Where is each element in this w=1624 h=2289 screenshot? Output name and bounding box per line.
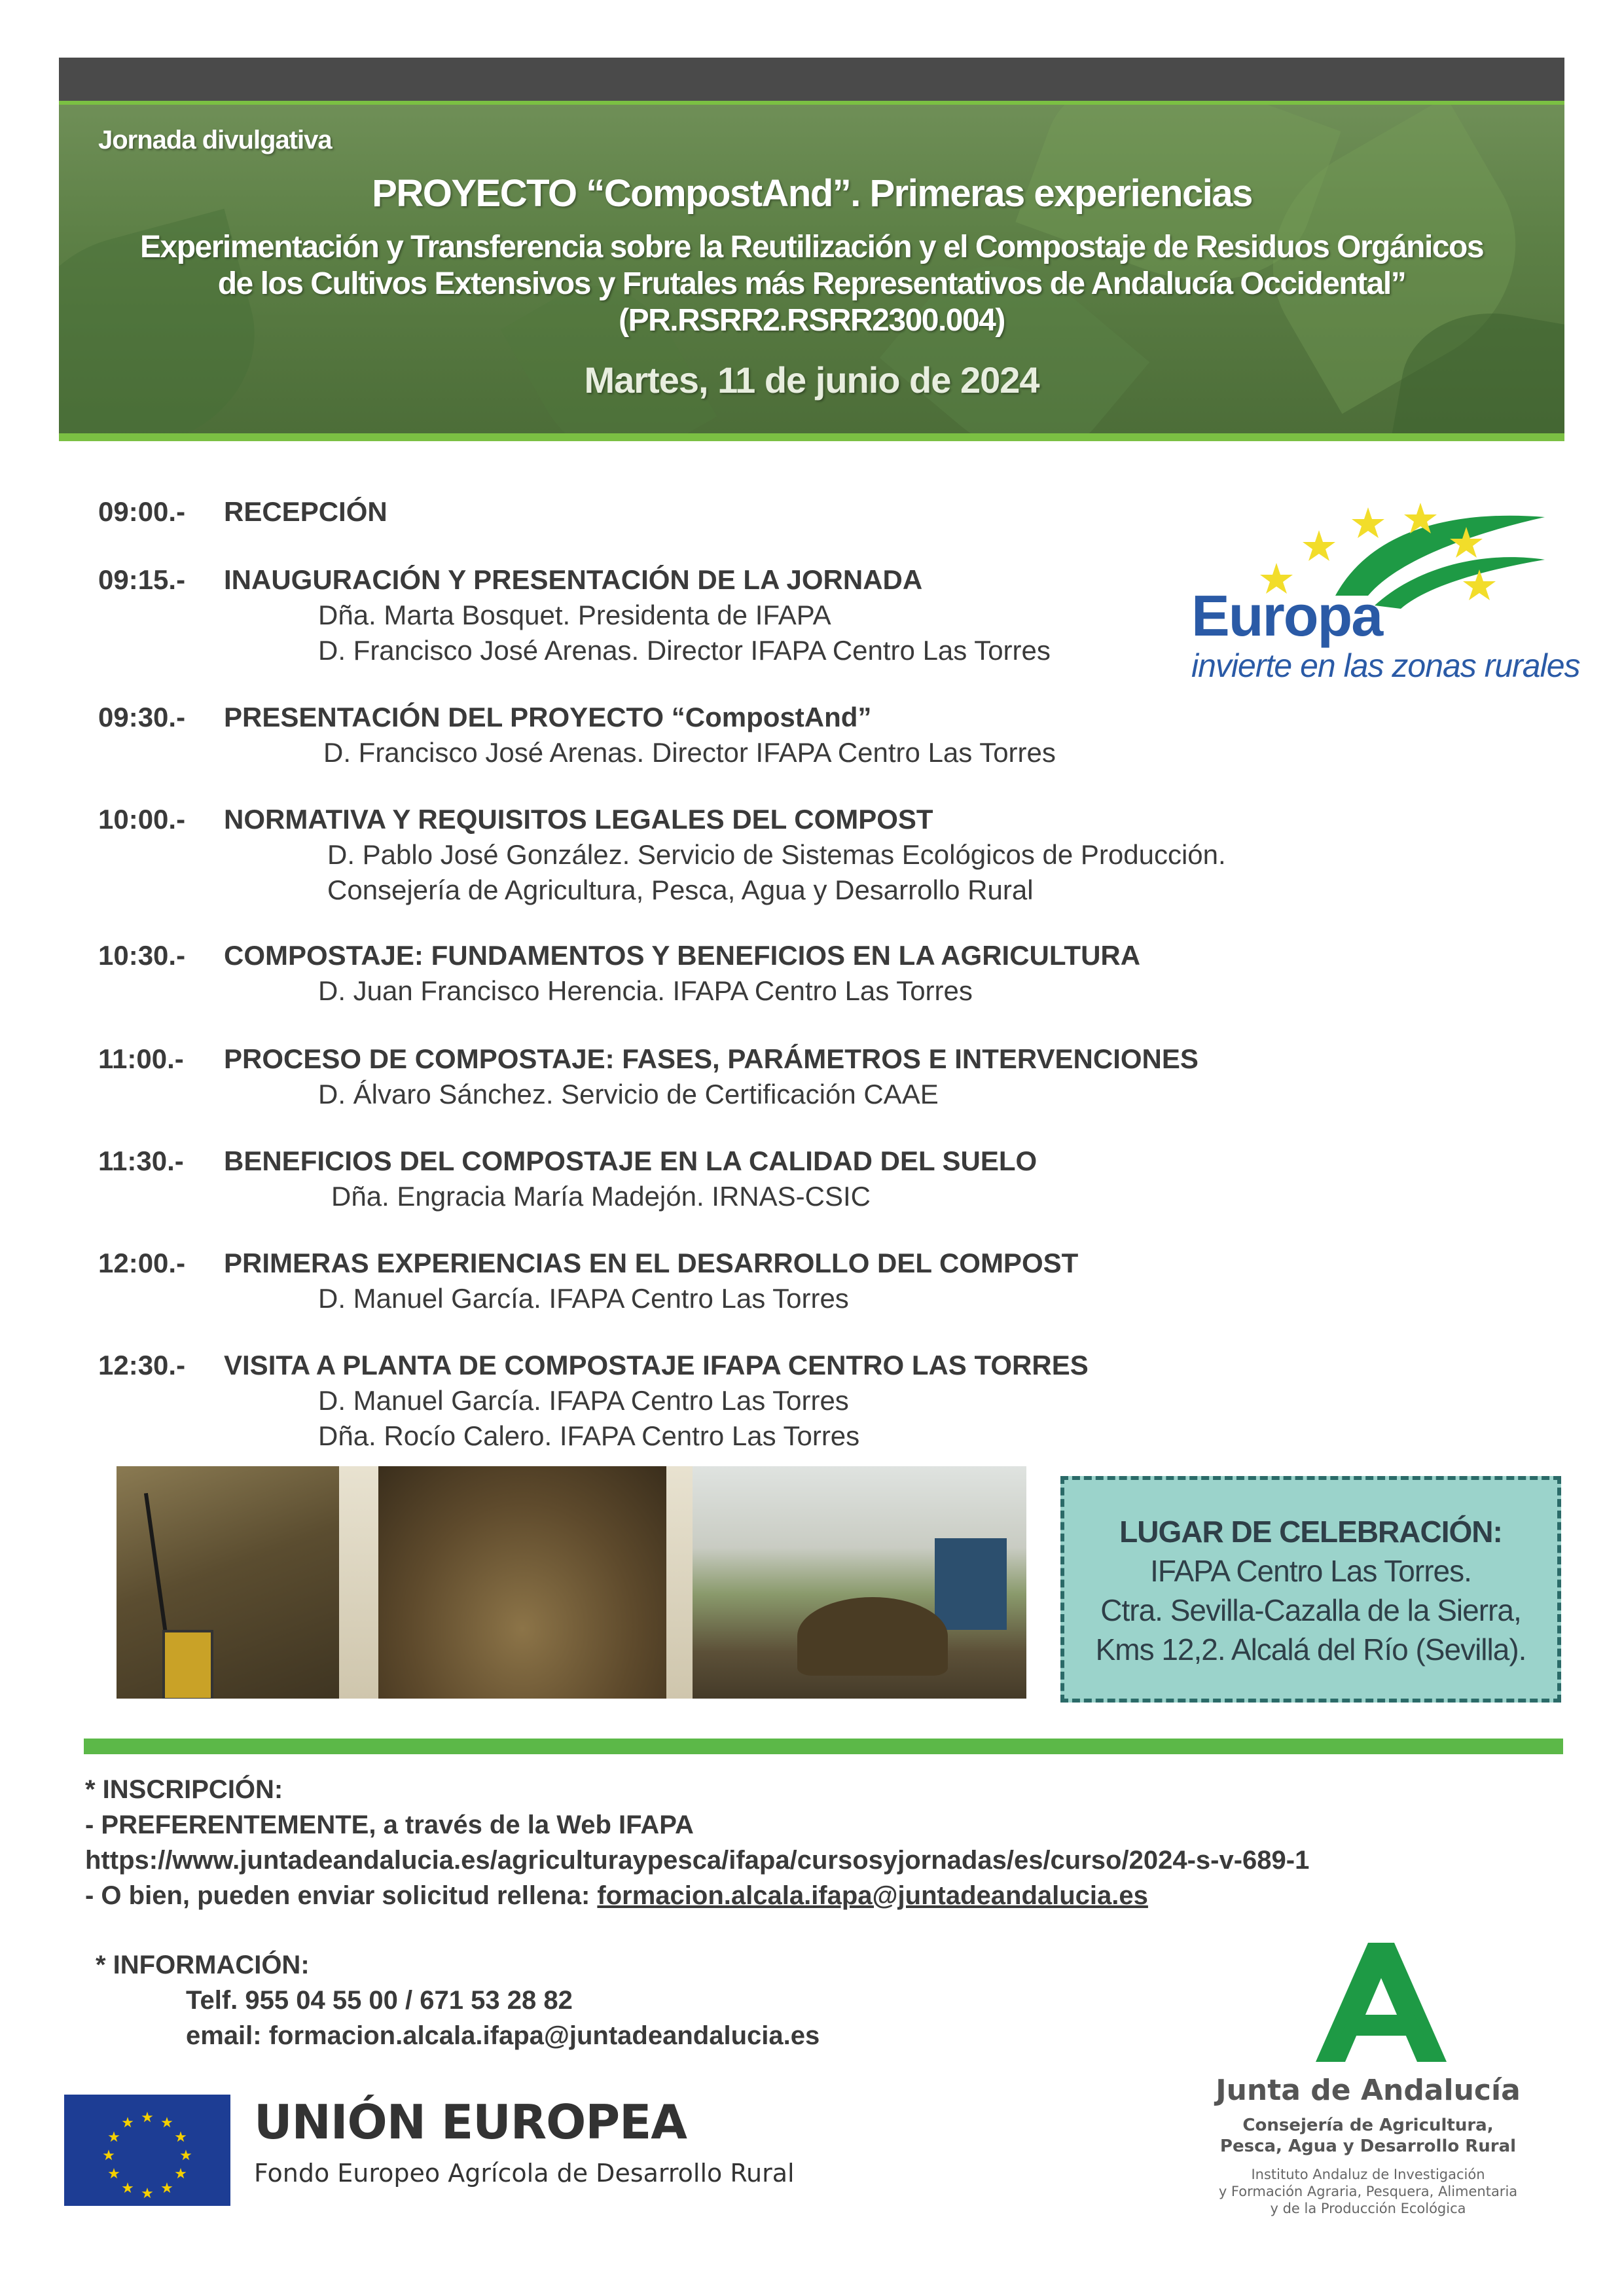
inscription-email-link[interactable]: formacion.alcala.ifapa@juntadeandalucia.es: [597, 1881, 1148, 1910]
compost-photo: [378, 1466, 666, 1699]
inscription-preferred: - PREFERENTEMENTE, a través de la Web IFAPA: [85, 1811, 694, 1839]
agenda-speaker: D. Juan Francisco Herencia. IFAPA Centro Las Torres: [318, 975, 973, 1006]
inscription-url[interactable]: https://www.juntadeandalucia.es/agriculturaypesca/ifapa/cursosyjornadas/es/curso/2024-s-v-689-1: [85, 1846, 1310, 1875]
svg-text:★: ★: [121, 2180, 134, 2197]
junta-a-icon: [1198, 1938, 1538, 2068]
svg-text:★: ★: [141, 2186, 154, 2202]
svg-text:★: ★: [174, 2166, 187, 2182]
europa-title: Europa: [1191, 583, 1382, 648]
junta-andalucia-logo: [1198, 1938, 1538, 2216]
photo-gap: [666, 1466, 693, 1699]
agenda-speaker: D. Francisco José Arenas. Director IFAPA Centro Las Torres: [318, 635, 1051, 666]
agenda-time: 12:30.-: [98, 1350, 186, 1380]
svg-text:★: ★: [179, 2148, 192, 2164]
agenda-speaker: Dña. Marta Bosquet. Presidenta de IFAPA: [318, 600, 831, 630]
inscription-alt-text: - O bien, pueden enviar solicitud rellena:: [85, 1881, 598, 1910]
subtitle-line: Experimentación y Transferencia sobre la Reutilización y el Compostaje de Residuos Orgánicos: [139, 230, 1484, 264]
venue-title: LUGAR DE CELEBRACIÓN:: [1119, 1515, 1502, 1549]
agenda-time: 10:30.-: [98, 940, 186, 971]
section-divider: [84, 1739, 1563, 1754]
agenda-speaker: D. Manuel García. IFAPA Centro Las Torres: [318, 1385, 849, 1416]
project-subtitle: [59, 229, 1564, 339]
agenda-title: COMPOSTAJE: FUNDAMENTOS Y BENEFICIOS EN LA AGRICULTURA: [224, 940, 1141, 971]
agenda-time: 12:00.-: [98, 1248, 186, 1278]
agenda-title: PROCESO DE COMPOSTAJE: FASES, PARÁMETROS E INTERVENCIONES: [224, 1043, 1199, 1074]
information-email[interactable]: email: formacion.alcala.ifapa@juntadeandalucia.es: [186, 2021, 820, 2050]
compost-photo: [693, 1466, 1026, 1699]
agenda-time: 09:30.-: [98, 702, 186, 732]
agenda-title: INAUGURACIÓN Y PRESENTACIÓN DE LA JORNADA: [224, 564, 923, 595]
agenda-time: 09:00.-: [98, 496, 186, 527]
agenda-title: NORMATIVA Y REQUISITOS LEGALES DEL COMPOST: [224, 804, 933, 835]
inscription-heading: * INSCRIPCIÓN:: [85, 1775, 283, 1804]
svg-text:★: ★: [121, 2115, 134, 2131]
agenda-speaker: D. Francisco José Arenas. Director IFAPA Centro Las Torres: [323, 737, 1056, 768]
agenda-speaker: Consejería de Agricultura, Pesca, Agua y Desarrollo Rural: [327, 874, 1034, 905]
venue-box: [1060, 1476, 1561, 1703]
eu-title: UNIÓN EUROPEA: [254, 2095, 687, 2150]
junta-instituto: Instituto Andaluz de Investigación: [1251, 2167, 1485, 2182]
junta-consejeria: Consejería de Agricultura,: [1242, 2116, 1494, 2135]
project-code: (PR.RSRR2.RSRR2300.004): [619, 303, 1005, 338]
eu-stars-icon: [64, 2095, 230, 2206]
agenda-speaker: D. Pablo José González. Servicio de Sistemas Ecológicos de Producción.: [327, 839, 1226, 870]
junta-instituto: y Formación Agraria, Pesquera, Alimentaria: [1218, 2184, 1518, 2199]
inscription-alt: [85, 1881, 1148, 1911]
agenda-speaker: Dña. Engracia María Madejón. IRNAS-CSIC: [331, 1181, 871, 1212]
svg-text:★: ★: [141, 2110, 154, 2126]
junta-consejeria: Pesca, Agua y Desarrollo Rural: [1219, 2136, 1517, 2156]
svg-text:★: ★: [160, 2115, 173, 2131]
venue-line: Kms 12,2. Alcalá del Río (Sevilla).: [1095, 1632, 1526, 1667]
europa-invierte-logo: [1178, 497, 1580, 687]
banner-bottom-line: [59, 433, 1564, 441]
europa-subtitle: invierte en las zonas rurales: [1191, 647, 1580, 684]
subtitle-line: de los Cultivos Extensivos y Frutales más Representativos de Andalucía Occidental”: [217, 266, 1406, 301]
compost-photo: [117, 1466, 339, 1699]
agenda-title: VISITA A PLANTA DE COMPOSTAJE IFAPA CENTRO LAS TORRES: [224, 1350, 1089, 1380]
photo-gap: [339, 1466, 378, 1699]
agenda-speaker: Dña. Rocío Calero. IFAPA Centro Las Torres: [318, 1420, 860, 1451]
information-heading: * INFORMACIÓN:: [96, 1951, 310, 1979]
agenda-title: PRIMERAS EXPERIENCIAS EN EL DESARROLLO DEL COMPOST: [224, 1248, 1079, 1278]
junta-name: Junta de Andalucía: [1216, 2074, 1521, 2107]
agenda-time: 11:00.-: [98, 1043, 184, 1074]
agenda-time: 11:30.-: [98, 1145, 184, 1176]
agenda-time: 09:15.-: [98, 564, 186, 595]
top-bar: [59, 58, 1564, 101]
svg-text:★: ★: [107, 2129, 120, 2146]
svg-text:★: ★: [174, 2129, 187, 2146]
agenda-title: RECEPCIÓN: [224, 496, 388, 527]
eu-flag-icon: [64, 2095, 230, 2206]
venue-line: Ctra. Sevilla-Cazalla de la Sierra,: [1100, 1593, 1521, 1627]
svg-text:★: ★: [102, 2148, 115, 2164]
project-title: PROYECTO “CompostAnd”. Primeras experiencias: [372, 172, 1252, 215]
information-phone: Telf. 955 04 55 00 / 671 53 28 82: [186, 1986, 573, 2015]
venue-line: IFAPA Centro Las Torres.: [1150, 1554, 1471, 1588]
event-type-label: Jornada divulgativa: [98, 126, 332, 154]
agenda-time: 10:00.-: [98, 804, 186, 835]
eu-subtitle: Fondo Europeo Agrícola de Desarrollo Rural: [254, 2159, 795, 2188]
event-date: Martes, 11 de junio de 2024: [584, 359, 1039, 401]
agenda-title: PRESENTACIÓN DEL PROYECTO “CompostAnd”: [224, 702, 872, 732]
agenda-title: BENEFICIOS DEL COMPOSTAJE EN LA CALIDAD DEL SUELO: [224, 1145, 1038, 1176]
svg-text:★: ★: [160, 2180, 173, 2197]
junta-instituto: y de la Producción Ecológica: [1270, 2201, 1466, 2216]
agenda-speaker: D. Manuel García. IFAPA Centro Las Torres: [318, 1283, 849, 1314]
compost-photos: [117, 1466, 1026, 1699]
agenda-speaker: D. Álvaro Sánchez. Servicio de Certificación CAAE: [318, 1079, 939, 1109]
svg-text:★: ★: [107, 2166, 120, 2182]
